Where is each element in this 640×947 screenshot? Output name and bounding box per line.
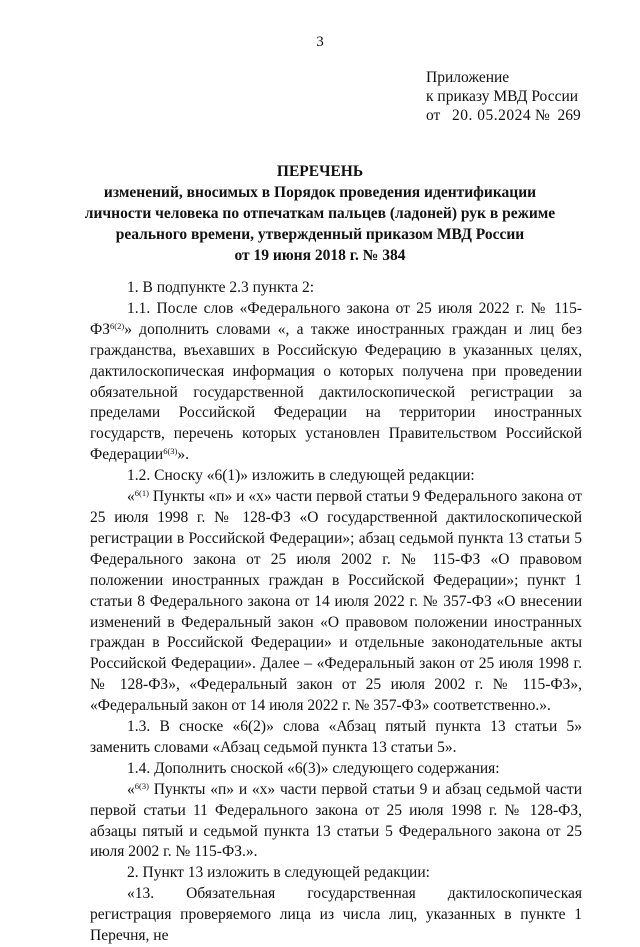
- paragraph-1-4-quote-text: Пункты «п» и «х» части первой статьи 9 и абзац седьмой части первой статьи 11 Федерального закона от 25 июля 1998 г. № 128-ФЗ, абзацы пятый и седьмой пункта 13 статьи 5 Федерального закона от 25 июля 2002 г. № 115-ФЗ.».: [90, 780, 582, 861]
- appendix-block: [426, 68, 581, 125]
- paragraph-1-4-quote: [90, 780, 582, 864]
- document-title: [0, 161, 640, 266]
- title-line-4: от 19 июня 2018 г. № 384: [234, 247, 406, 264]
- number-prefix: №: [534, 107, 550, 124]
- paragraph-2-quote: «13. Обязательная государственная дактилоскопическая регистрация проверяемого лица из числа лиц, указанных в пункте 1 Перечня, не: [90, 885, 582, 945]
- title-heading: ПЕРЕЧЕНЬ: [276, 163, 364, 180]
- order-date: 20. 05.2024: [451, 107, 532, 124]
- quote-open: «: [127, 780, 135, 798]
- order-number: 269: [557, 107, 581, 124]
- paragraph-2: 2. Пункт 13 изложить в следующей редакции:: [127, 864, 430, 882]
- footnote-mark-6-1: 6(1): [134, 488, 149, 499]
- footnote-ref-6-2: 6(2): [110, 320, 125, 331]
- paragraph-1-3: 1.3. В сноске «6(2)» слова «Абзац пятый пункта 13 статьи 5» заменить словами «Абзац седьмой пункта 13 статьи 5».: [90, 718, 582, 756]
- appendix-date-line: [426, 106, 581, 125]
- footnote-ref-6-3: 6(3): [163, 446, 178, 457]
- paragraph-1-1: [90, 299, 582, 466]
- paragraph-1-1-text-c: ».: [177, 446, 189, 464]
- paragraph-1-2: 1.2. Сноску «6(1)» изложить в следующей редакции:: [127, 467, 475, 485]
- date-prefix: от: [426, 107, 441, 124]
- paragraph-1-4: 1.4. Дополнить сноской «6(3)» следующего содержания:: [127, 759, 500, 777]
- paragraph-1-2-quote: [90, 487, 582, 717]
- paragraph-1-2-quote-text: Пункты «п» и «х» части первой статьи 9 Федерального закона от 25 июля 1998 г. № 128-ФЗ «О государственной дактилоскопической регистрации в Российской Федерации»; абзац седьмой пункта 13 статьи 5 Федерального закона от 25 июля 2002 г. № 115-ФЗ «О правовом положении иностранных граждан в Российской Федерации»; пункт 1 статьи 8 Федерального закона от 14 июля 2022 г. № 357-ФЗ «О внесении изменений в Федеральный закон «О правовом положении иностранных граждан в Российской Федерации» и отдельные законодательные акты Российской Федерации». Далее – «Федеральный закон от 25 июля 1998 г. № 128-ФЗ», «Федеральный закон от 25 июля 2002 г. № 115-ФЗ», «Федеральный закон от 14 июля 2022 г. № 357-ФЗ» соответственно.».: [90, 488, 582, 715]
- appendix-label: Приложение: [426, 69, 510, 86]
- appendix-order-ref: к приказу МВД России: [426, 88, 579, 105]
- page-number: 3: [316, 34, 324, 50]
- paragraph-1-1-text-a: 1.1. После слов «Федерального закона от 25 июля 2022 г. № 115-ФЗ: [90, 299, 582, 338]
- paragraph-1-1-text-b: » дополнить словами «, а также иностранных граждан и лиц без гражданства, въехавших в Российскую Федерацию в указанных целях, дактилоскопическая информация о которых получена при проведении обязательной государственной дактилоскопической регистрации за пределами Российской Федерации на территории иностранных государств, перечень которых установлен Правительством Российской Федерации: [90, 320, 582, 464]
- quote-open: «: [127, 488, 135, 506]
- footnote-mark-6-3: 6(3): [134, 780, 149, 791]
- document-body: [90, 278, 582, 947]
- title-line-3: реального времени, утвержденный приказом МВД России: [115, 226, 525, 243]
- title-line-2: личности человека по отпечаткам пальцев (ладоней) рук в режиме: [84, 205, 556, 222]
- title-line-1: изменений, вносимых в Порядок проведения идентификации: [103, 184, 537, 201]
- paragraph-1: 1. В подпункте 2.3 пункта 2:: [127, 279, 315, 296]
